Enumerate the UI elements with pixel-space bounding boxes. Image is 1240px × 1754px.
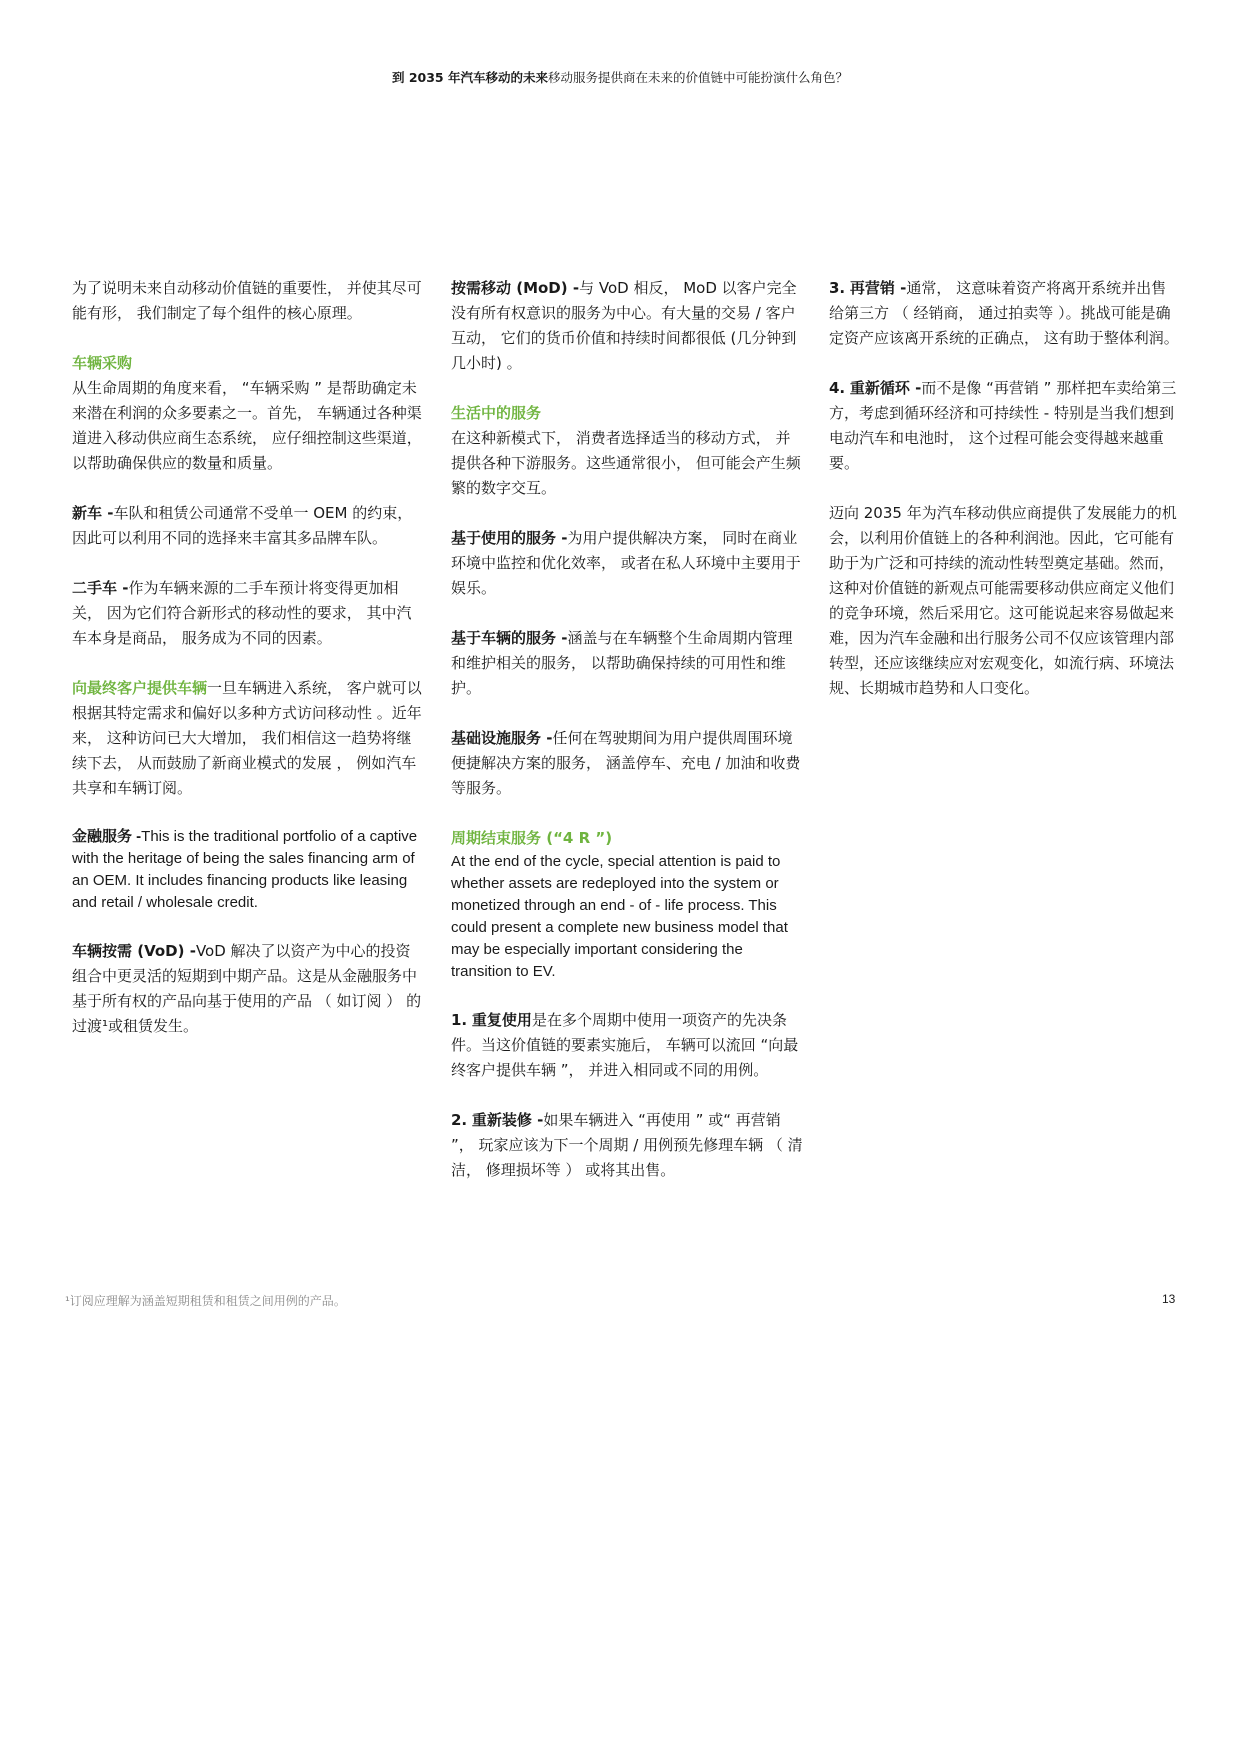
section-remarket <box>829 276 1181 351</box>
section-heading: 基于使用的服务 - <box>451 529 568 547</box>
section-body: VoD 解决了以资产为中心的投资组合中更灵活的短期到中期产品。这是从金融服务中基于所有权的产品向基于使用的产品 （ 如订阅 ） 的过渡¹或租赁发生。 <box>72 942 422 1035</box>
section-body: At the end of the cycle, special attention is paid to whether assets are redeployed into the system or monetized through an end - of - life process. This could present a complete new business model that may be especially important considering the transition to EV. <box>451 853 788 980</box>
footnote: ¹订阅应理解为涵盖短期租赁和租赁之间用例的产品。 <box>65 1294 346 1308</box>
section-body: 与 VoD 相反， MoD 以客户完全没有所有权意识的服务为中心。有大量的交易 / 客户互动， 它们的货币价值和持续时间都很低 (几分钟到几小时) 。 <box>451 279 797 372</box>
page-number: 13 <box>1162 1292 1176 1306</box>
section-body: 涵盖与在车辆整个生命周期内管理和维护相关的服务， 以帮助确保持续的可用性和维护。 <box>451 629 793 697</box>
section-body: 一旦车辆进入系统， 客户就可以根据其特定需求和偏好以多种方式访问移动性 。近年来， 这种访问已大大增加， 我们相信这一趋势将继续下去， 从而鼓励了新商业模式的发展 ， 例如汽车共享和车辆订阅。 <box>72 679 422 797</box>
page-header <box>0 68 1240 86</box>
section-heading: 再营销 - <box>849 279 907 297</box>
section-body: 通常， 这意味着资产将离开系统并出售给第三方 （ 经销商， 通过拍卖等 ）。挑战可能是确定资产应该离开系统的正确点， 这有助于整体利润。 <box>829 279 1179 347</box>
item-number: 3. <box>829 279 846 297</box>
section-recycle <box>829 376 1181 476</box>
column-3 <box>829 276 1181 726</box>
section-vod <box>72 939 424 1039</box>
section-heading: 金融服务 - <box>72 828 142 845</box>
section-provide-vehicle <box>72 676 424 801</box>
section-end-cycle <box>451 826 803 983</box>
header-bold-title: 到 2035 年汽车移动的未来 <box>391 70 548 85</box>
section-heading: 重复使用 <box>471 1011 532 1029</box>
section-body: This is the traditional portfolio of a captive with the heritage of being the sales financing arm of an OEM. It includes financing products like leasing and retail / wholesale credit. <box>72 828 418 911</box>
item-number: 4. <box>829 379 846 397</box>
section-body: 任何在驾驶期间为用户提供周围环境便捷解决方案的服务， 涵盖停车、充电 / 加油和收费等服务。 <box>451 729 801 797</box>
item-number: 2. <box>451 1111 468 1129</box>
section-heading: 基于车辆的服务 - <box>451 629 568 647</box>
section-heading: 新车 - <box>72 504 114 522</box>
header-subtitle: 移动服务提供商在未来的价值链中可能扮演什么角色？ <box>547 70 848 85</box>
section-body: 是在多个周期中使用一项资产的先决条件。当这价值链的要素实施后， 车辆可以流回 “向最终客户提供车辆 ”， 并进入相同或不同的用例。 <box>451 1011 799 1079</box>
intro-paragraph: 为了说明未来自动移动价值链的重要性， 并使其尽可能有形， 我们制定了每个组件的核心原理。 <box>72 279 422 322</box>
section-reuse <box>451 1008 803 1083</box>
section-body: 而不是像 “再营销 ” 那样把车卖给第三方，考虑到循环经济和可持续性 - 特别是当我们想到电动汽车和电池时， 这个过程可能会变得越来越重要。 <box>829 379 1177 472</box>
section-heading: 重新循环 - <box>849 379 922 397</box>
conclusion-paragraph: 迈向 2035 年为汽车移动供应商提供了发展能力的机会，以利用价值链上的各种利润池。因此，它可能有助于为广泛和可持续的流动性转型奠定基础。然而，这种对价值链的新观点可能需要移动供应商定义他们的竞争环境，然后采用它。这可能说起来容易做起来难，因为汽车金融和出行服务公司不仅应该管理内部转型，还应该继续应对宏观变化，如流行病、环境法规、长期城市趋势和人口变化。 <box>829 504 1177 697</box>
section-heading: 车辆采购 <box>72 354 133 372</box>
section-heading: 车辆按需 (VoD) - <box>72 942 196 960</box>
section-vehicle-services <box>451 626 803 701</box>
section-used-car <box>72 576 424 651</box>
section-body: 车队和租赁公司通常不受单一 OEM 的约束， 因此可以利用不同的选择来丰富其多品牌车队。 <box>72 504 413 547</box>
column-1 <box>72 276 424 1064</box>
section-refurbish <box>451 1108 803 1183</box>
section-heading: 向最终客户提供车辆 <box>72 679 208 697</box>
item-number: 1. <box>451 1011 468 1029</box>
section-vehicle-procurement <box>72 351 424 476</box>
section-new-car <box>72 501 424 551</box>
section-heading: 二手车 - <box>72 579 129 597</box>
section-mod <box>451 276 803 376</box>
section-body: 在这种新模式下， 消费者选择适当的移动方式， 并提供各种下游服务。这些通常很小， 但可能会产生频繁的数字交互。 <box>451 429 801 497</box>
section-body: 作为车辆来源的二手车预计将变得更加相关， 因为它们符合新形式的移动性的要求， 其中汽车本身是商品， 服务成为不同的因素。 <box>72 579 412 647</box>
section-heading: 生活中的服务 <box>451 404 542 422</box>
section-heading: 周期结束服务 (“4 R ”) <box>451 829 613 847</box>
section-heading: 重新装修 - <box>471 1111 544 1129</box>
column-2 <box>451 276 803 1208</box>
section-life-services <box>451 401 803 501</box>
section-body: 为用户提供解决方案， 同时在商业环境中监控和优化效率， 或者在私人环境中主要用于娱乐。 <box>451 529 801 597</box>
section-heading: 基础设施服务 - <box>451 729 553 747</box>
section-financial-services <box>72 826 424 914</box>
section-body: 如果车辆进入 “再使用 ” 或“ 再营销 ”， 玩家应该为下一个周期 / 用例预先修理车辆 （ 清洁， 修理损坏等 ） 或将其出售。 <box>451 1111 803 1179</box>
section-body: 从生命周期的角度来看， “车辆采购 ” 是帮助确定未来潜在利润的众多要素之一。首先， 车辆通过各种渠道进入移动供应商生态系统， 应仔细控制这些渠道， 以帮助确保供应的数量和质量。 <box>72 379 422 472</box>
section-infra-services <box>451 726 803 801</box>
section-usage-services <box>451 526 803 601</box>
section-heading: 按需移动 (MoD) - <box>451 279 580 297</box>
